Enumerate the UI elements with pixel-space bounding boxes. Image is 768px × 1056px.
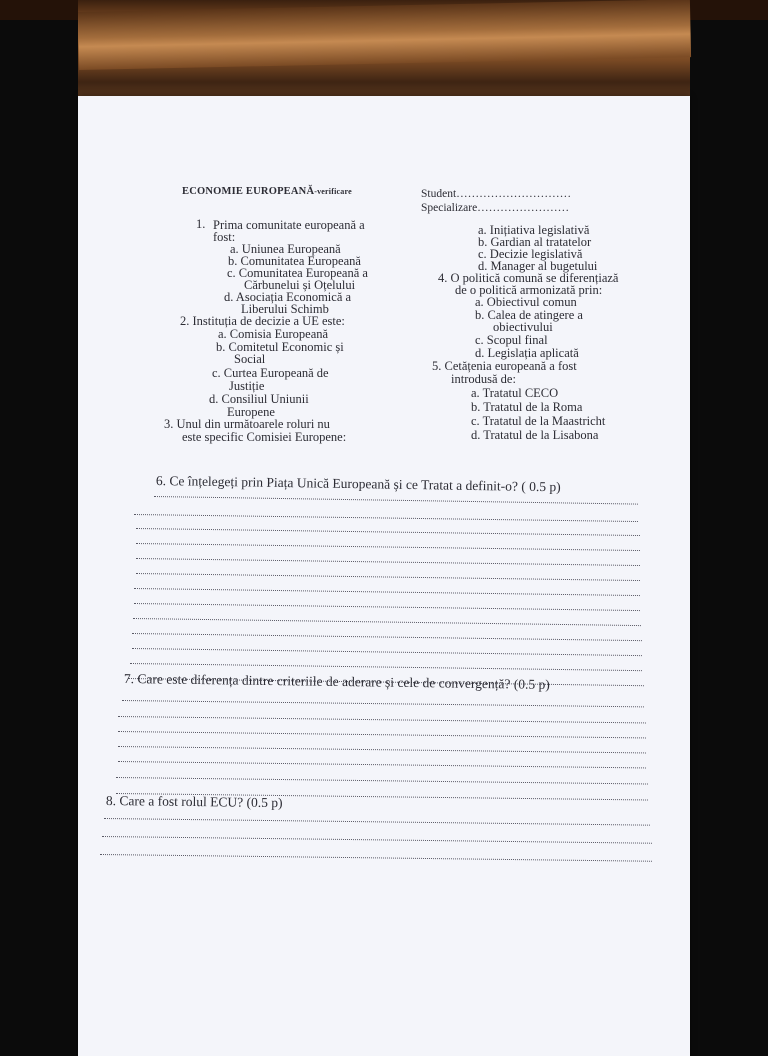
q6-text: 6. Ce înțelegeți prin Piața Unică Europeană și ce Tratat a definit-o? ( 0.5 p) xyxy=(155,473,561,495)
q2-option-a[interactable]: a. Comisia Europeană xyxy=(218,327,329,341)
q5-option-b[interactable]: b. Tratatul de la Roma xyxy=(471,400,583,414)
q5-option-a[interactable]: a. Tratatul CECO xyxy=(471,386,559,400)
q7-text: 7. Care este diferența dintre criteriile de aderare și cele de convergență? (0.5 p) xyxy=(123,671,550,692)
q5-text: 5. Cetățenia europeană a fost xyxy=(432,359,577,373)
q1-option-b[interactable]: b. Comunitatea Europeană xyxy=(228,254,361,268)
q2-option-b[interactable]: b. Comitetul Economic și xyxy=(216,340,344,354)
specializare-field[interactable]: Specializare…………………… xyxy=(421,202,570,214)
q4-option-a[interactable]: a. Obiectivul comun xyxy=(475,295,577,309)
q4-option-d[interactable]: d. Legislația aplicată xyxy=(475,346,579,360)
q2-option-d-cont: Europene xyxy=(227,405,275,419)
q3-option-d[interactable]: d. Manager al bugetului xyxy=(478,259,598,273)
q1-text: Prima comunitate europeană a xyxy=(213,218,365,232)
q1-number: 1. xyxy=(196,217,206,231)
q2-option-b-cont: Social xyxy=(234,352,266,366)
q1-option-c[interactable]: c. Comunitatea Europeană a xyxy=(227,266,368,280)
page-title: ECONOMIE EUROPEANĂ-verificare xyxy=(182,186,352,197)
q1-option-d-cont: Liberului Schimb xyxy=(241,302,329,316)
q3-text: 3. Unul din următoarele roluri nu xyxy=(164,417,330,431)
q2-option-d[interactable]: d. Consiliul Uniunii xyxy=(209,392,309,406)
q1-option-a[interactable]: a. Uniunea Europeană xyxy=(230,242,341,256)
q3-option-c[interactable]: c. Decizie legislativă xyxy=(478,247,583,261)
q1-text-cont: fost: xyxy=(213,230,236,244)
exam-sheet xyxy=(78,96,690,1056)
q2-option-c-cont: Justiție xyxy=(229,379,265,393)
q2-option-c[interactable]: c. Curtea Europeană de xyxy=(212,366,329,380)
q2-text: 2. Instituția de decizie a UE este: xyxy=(180,314,345,328)
student-field[interactable]: Student………………………… xyxy=(421,188,572,200)
q4-option-b-cont: obiectivului xyxy=(493,320,553,334)
q3-option-b[interactable]: b. Gardian al tratatelor xyxy=(478,235,592,249)
q3-option-a[interactable]: a. Inițiativa legislativă xyxy=(478,223,590,237)
q1-option-c-cont: Cărbunelui și Oțelului xyxy=(244,278,356,292)
q4-text-cont: de o politică armonizată prin: xyxy=(455,283,603,297)
q4-text: 4. O politică comună se diferențiază xyxy=(438,271,619,285)
q4-option-c[interactable]: c. Scopul final xyxy=(475,333,548,347)
q5-option-c[interactable]: c. Tratatul de la Maastricht xyxy=(471,414,606,428)
q5-text-cont: introdusă de: xyxy=(451,372,516,386)
q8-text: 8. Care a fost rolul ECU? (0.5 p) xyxy=(105,793,283,811)
q4-option-b[interactable]: b. Calea de atingere a xyxy=(475,308,583,322)
q3-text-cont: este specific Comisiei Europene: xyxy=(182,430,347,444)
q1-option-d[interactable]: d. Asociația Economică a xyxy=(224,290,352,304)
q5-option-d[interactable]: d. Tratatul de la Lisabona xyxy=(471,428,599,442)
